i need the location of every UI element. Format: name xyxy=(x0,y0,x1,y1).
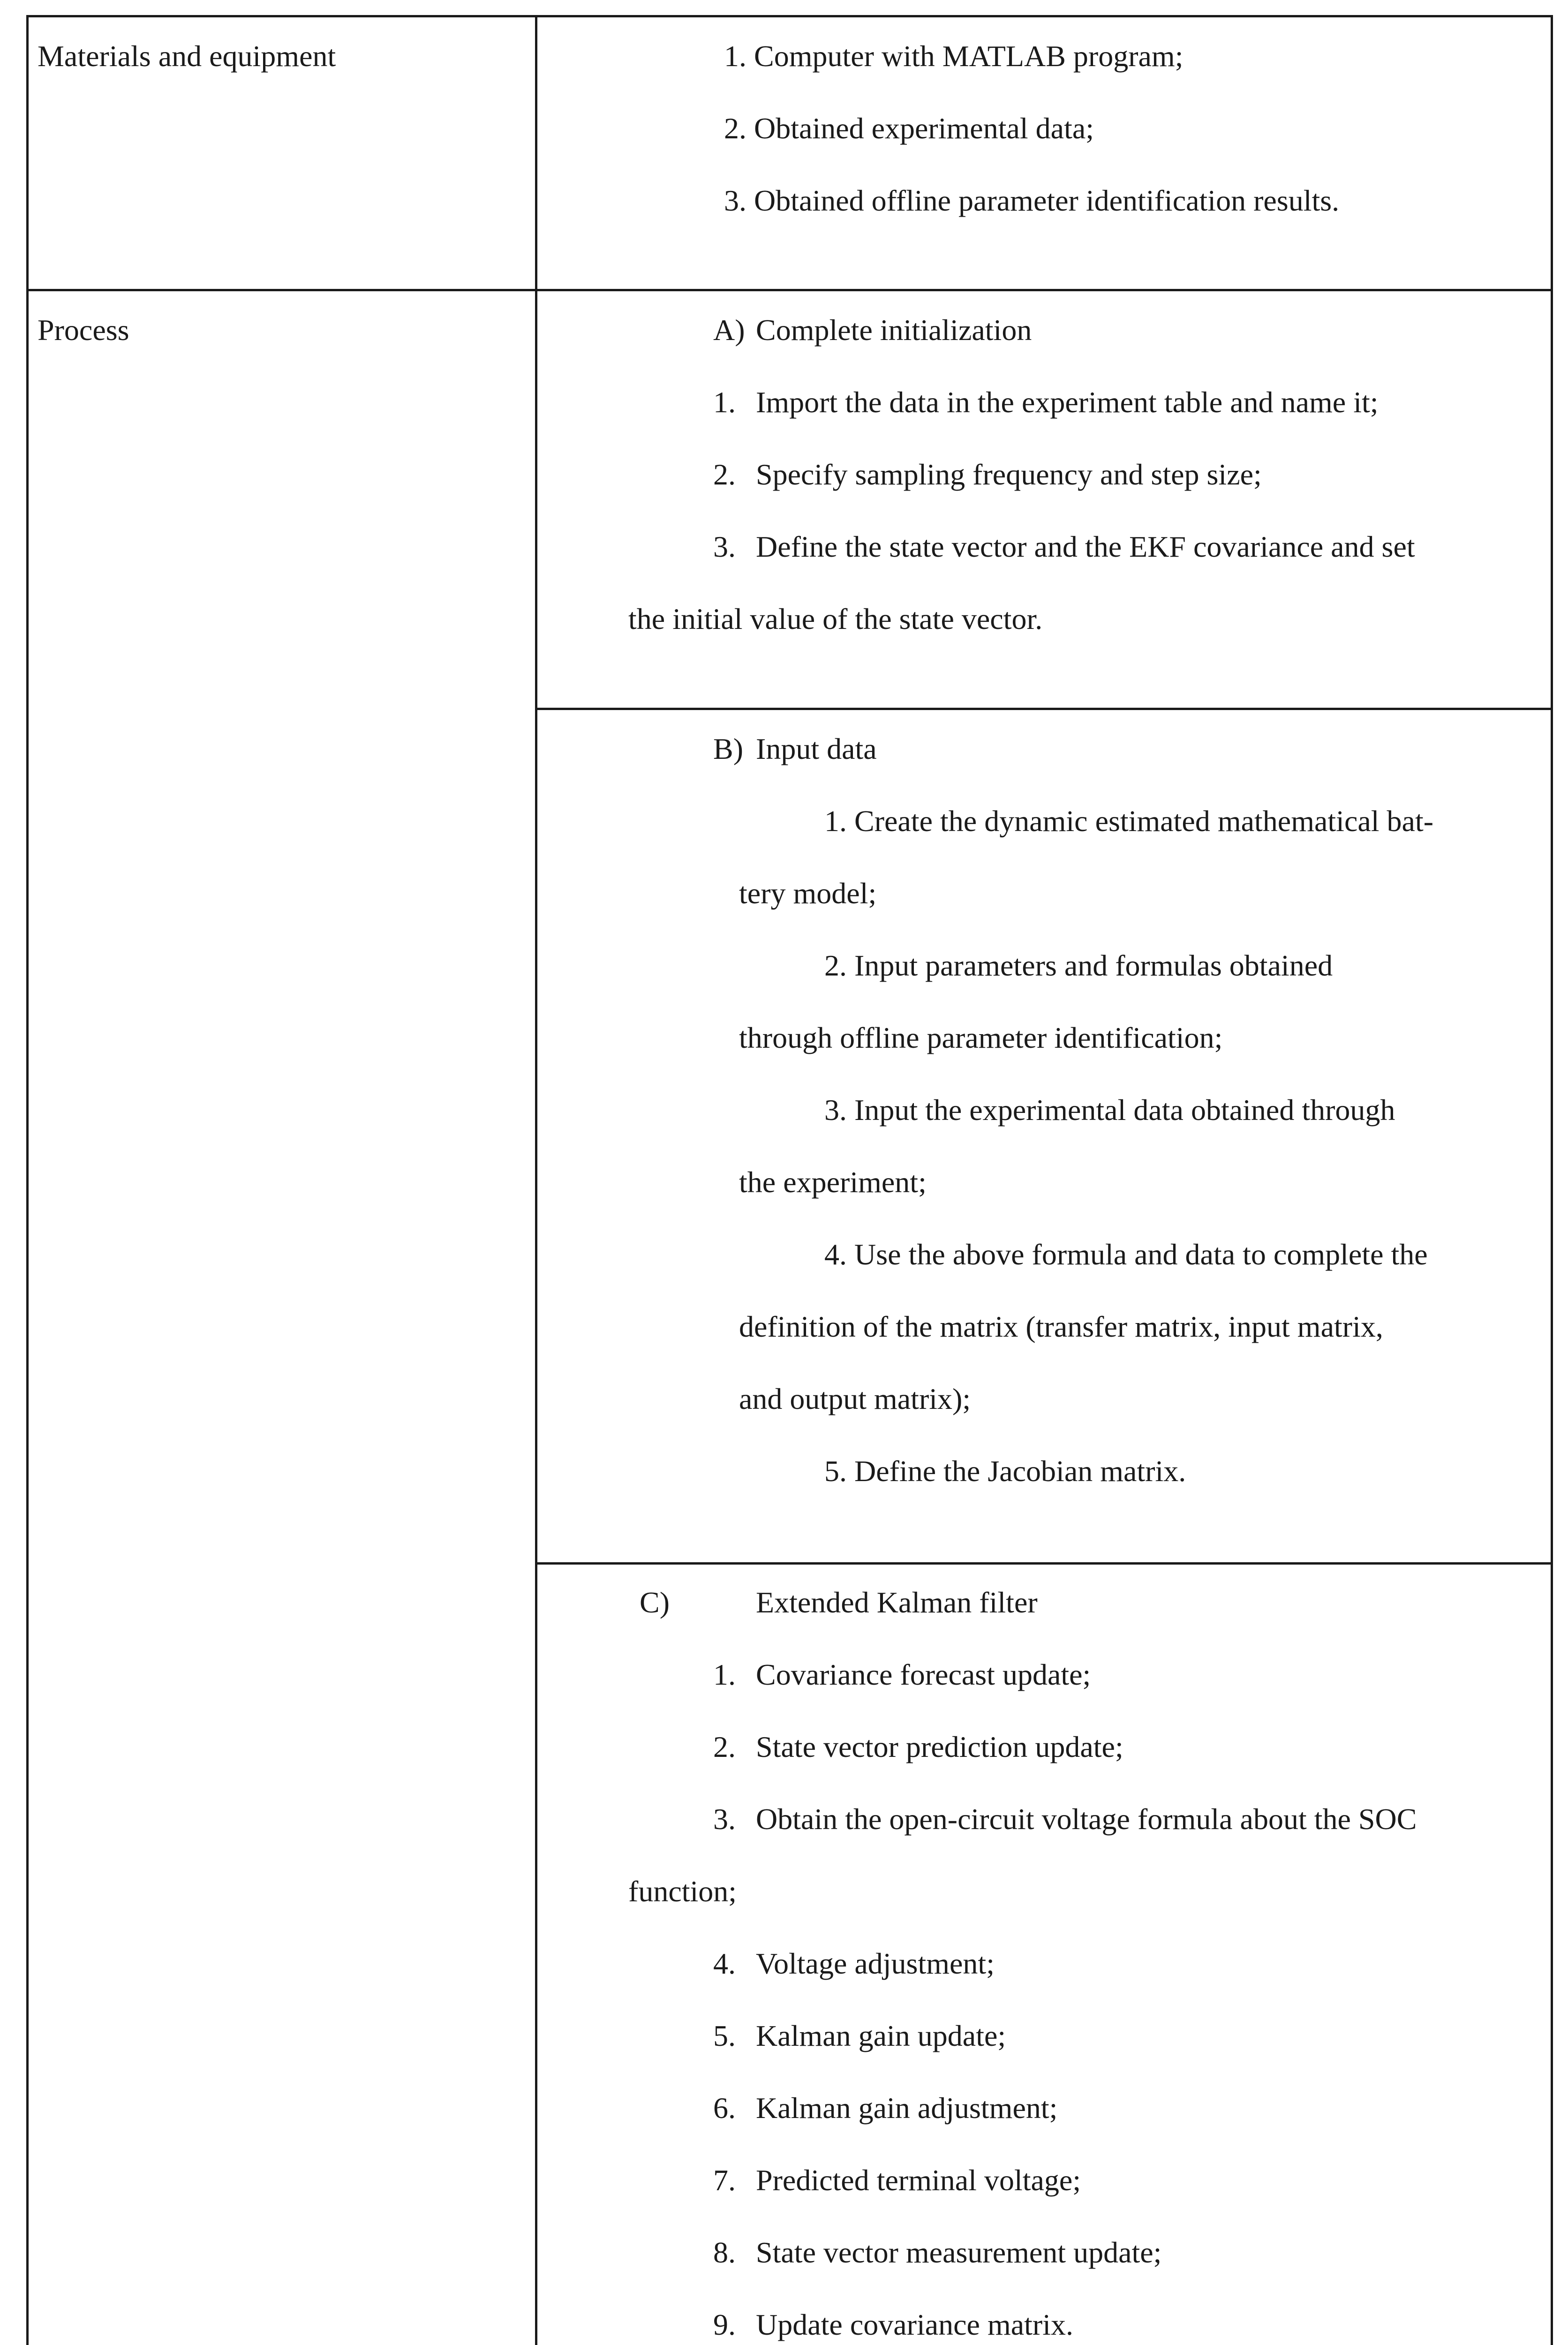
section-b-line: through offline parameter identification; xyxy=(739,1021,1223,1054)
section-c-item-number: 1. xyxy=(713,1658,736,1691)
row-divider-section-b xyxy=(535,708,1553,710)
section-a-item-text: Import the data in the experiment table and name it; xyxy=(756,386,1379,419)
section-c-item-text: Predicted terminal voltage; xyxy=(756,2163,1081,2197)
materials-item: 1. Computer with MATLAB program; xyxy=(724,39,1184,73)
section-c-item-text: State vector prediction update; xyxy=(756,1730,1123,1763)
row-divider-materials xyxy=(26,289,1553,291)
section-c-item-number: 5. xyxy=(713,2019,736,2052)
section-c-item-number: 7. xyxy=(713,2163,736,2197)
section-c-item-text: Kalman gain update; xyxy=(756,2019,1006,2052)
section-c-item-number: 9. xyxy=(713,2308,736,2341)
section-c-item-text: State vector measurement update; xyxy=(756,2236,1162,2269)
materials-label: Materials and equipment xyxy=(38,39,336,73)
section-b-line: tery model; xyxy=(739,877,877,910)
section-c-item-text: Update covariance matrix. xyxy=(756,2308,1073,2341)
table-border-left xyxy=(26,15,29,2345)
section-c-item-text: Voltage adjustment; xyxy=(756,1947,995,1980)
section-a-item-number: 2. xyxy=(713,458,736,491)
section-a-item-text: Specify sampling frequency and step size; xyxy=(756,458,1262,491)
section-a-item-text: Define the state vector and the EKF covariance and set xyxy=(756,530,1415,563)
section-c-item-text: Kalman gain adjustment; xyxy=(756,2091,1058,2125)
section-c-item-number: 6. xyxy=(713,2091,736,2125)
section-a-item-number: 1. xyxy=(713,386,736,419)
section-a-item-number: 3. xyxy=(713,530,736,563)
section-c-item-number: 8. xyxy=(713,2236,736,2269)
row-divider-section-c xyxy=(535,1562,1553,1565)
section-b-line: 4. Use the above formula and data to complete the xyxy=(824,1238,1428,1271)
materials-item: 3. Obtained offline parameter identification results. xyxy=(724,184,1340,217)
section-c-item-number: 2. xyxy=(713,1730,736,1763)
materials-item: 2. Obtained experimental data; xyxy=(724,112,1094,145)
section-c-item-number: 3. xyxy=(713,1802,736,1836)
section-b-line: 3. Input the experimental data obtained through xyxy=(824,1093,1395,1127)
section-b-heading: Input data xyxy=(756,732,877,765)
table-border-top xyxy=(26,15,1553,17)
section-b-line: 2. Input parameters and formulas obtained xyxy=(824,949,1333,982)
section-c-item-number: 4. xyxy=(713,1947,736,1980)
column-divider xyxy=(535,15,537,2345)
section-b-line: 1. Create the dynamic estimated mathematical bat- xyxy=(824,804,1434,838)
section-a-marker: A) xyxy=(713,313,745,347)
table-border-right xyxy=(1551,15,1553,2345)
section-c-continuation: function; xyxy=(628,1875,737,1908)
section-a-heading: Complete initialization xyxy=(756,313,1032,347)
section-b-line: 5. Define the Jacobian matrix. xyxy=(824,1454,1186,1488)
section-b-line: and output matrix); xyxy=(739,1382,971,1415)
section-c-item-text: Obtain the open-circuit voltage formula about the SOC xyxy=(756,1802,1417,1836)
section-c-marker: C) xyxy=(640,1586,670,1619)
section-b-line: definition of the matrix (transfer matrix, input matrix, xyxy=(739,1310,1383,1343)
section-b-line: the experiment; xyxy=(739,1165,927,1199)
section-a-continuation: the initial value of the state vector. xyxy=(628,602,1043,635)
process-label: Process xyxy=(38,313,129,347)
section-b-marker: B) xyxy=(713,732,743,765)
section-c-heading: Extended Kalman filter xyxy=(756,1586,1038,1619)
section-c-item-text: Covariance forecast update; xyxy=(756,1658,1091,1691)
